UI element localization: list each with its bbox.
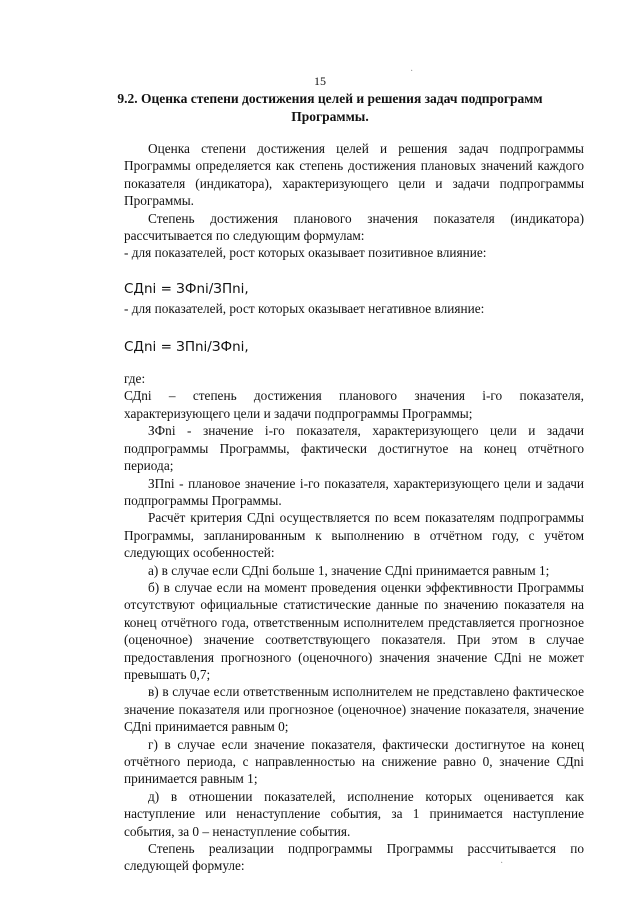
formula-negative: СДni = ЗПni/ЗФni, xyxy=(124,338,249,355)
paragraph-positive: - для показателей, рост которых оказывает позитивное влияние: xyxy=(124,245,487,261)
where-label: где: xyxy=(124,371,146,387)
paragraph-criteria: Расчёт критерия СДni осуществляется по всем показателям подпрограммы Программы, запланированным к выполнению в отчётном году, с учётом следующих особенностей: xyxy=(124,510,584,561)
definition-zp: ЗПni - плановое значение i-го показателя, характеризующего цели и задачи подпрограммы Программы. xyxy=(124,475,584,508)
page-number: 15 xyxy=(314,74,326,88)
definition-zf: ЗФni - значение i-го показателя, характеризующего цели и задачи подпрограммы Программы, фактически достигнутое на конец отчётного периода; xyxy=(124,423,584,474)
document-body xyxy=(124,140,584,875)
formula-positive: СДni = ЗФni/ЗПni, xyxy=(124,280,249,297)
paragraph-implementation: Степень реализации подпрограммы Программы рассчитывается по следующей формуле: xyxy=(124,841,584,874)
scan-speck: · xyxy=(410,66,414,77)
paragraph-negative: - для показателей, рост которых оказывает негативное влияние: xyxy=(124,301,485,317)
scan-speck: · xyxy=(500,858,504,869)
rule-d: д) в отношении показателей, исполнение которых оценивается как наступление или ненаступление события, за 1 принимается наступление события, за 0 – ненаступление события. xyxy=(124,788,584,839)
rule-v: в) в случае если ответственным исполнителем не представлено фактическое значение показателя или прогнозное (оценочное) значение показателя, значение СДni принимается равным 0; xyxy=(124,684,584,735)
paragraph-formulas-intro: Степень достижения планового значения показателя (индикатора) рассчитывается по следующим формулам: xyxy=(124,210,584,244)
definition-sd: СДni – степень достижения планового значения i-го показателя, характеризующего цели и задачи подпрограммы Программы; xyxy=(124,388,584,421)
section-title: 9.2. Оценка степени достижения целей и решения задач подпрограмм Программы. xyxy=(117,91,543,124)
rule-g: г) в случае если значение показателя, фактически достигнутое на конец отчётного периода, с направленностью на снижение равно 0, значение СДni принимается равным 1; xyxy=(124,736,584,787)
rule-a: а) в случае если СДni больше 1, значение СДni принимается равным 1; xyxy=(148,562,550,578)
paragraph-intro: Оценка степени достижения целей и решения задач подпрограммы Программы определяется как степень достижения плановых значений каждого показателя (индикатора), характеризующего цели и задачи подпрограммы Программы. xyxy=(124,141,584,209)
rule-b: б) в случае если на момент проведения оценки эффективности Программы отсутствуют официальные статистические данные по значению показателя на конец отчётного года, ответственным исполнителем представляется прогнозное (оценочное) значение соответствующего показателя. При этом в случае предоставления прогнозного (оценочного) значения значение СДni не может превышать 0,7; xyxy=(124,579,584,682)
